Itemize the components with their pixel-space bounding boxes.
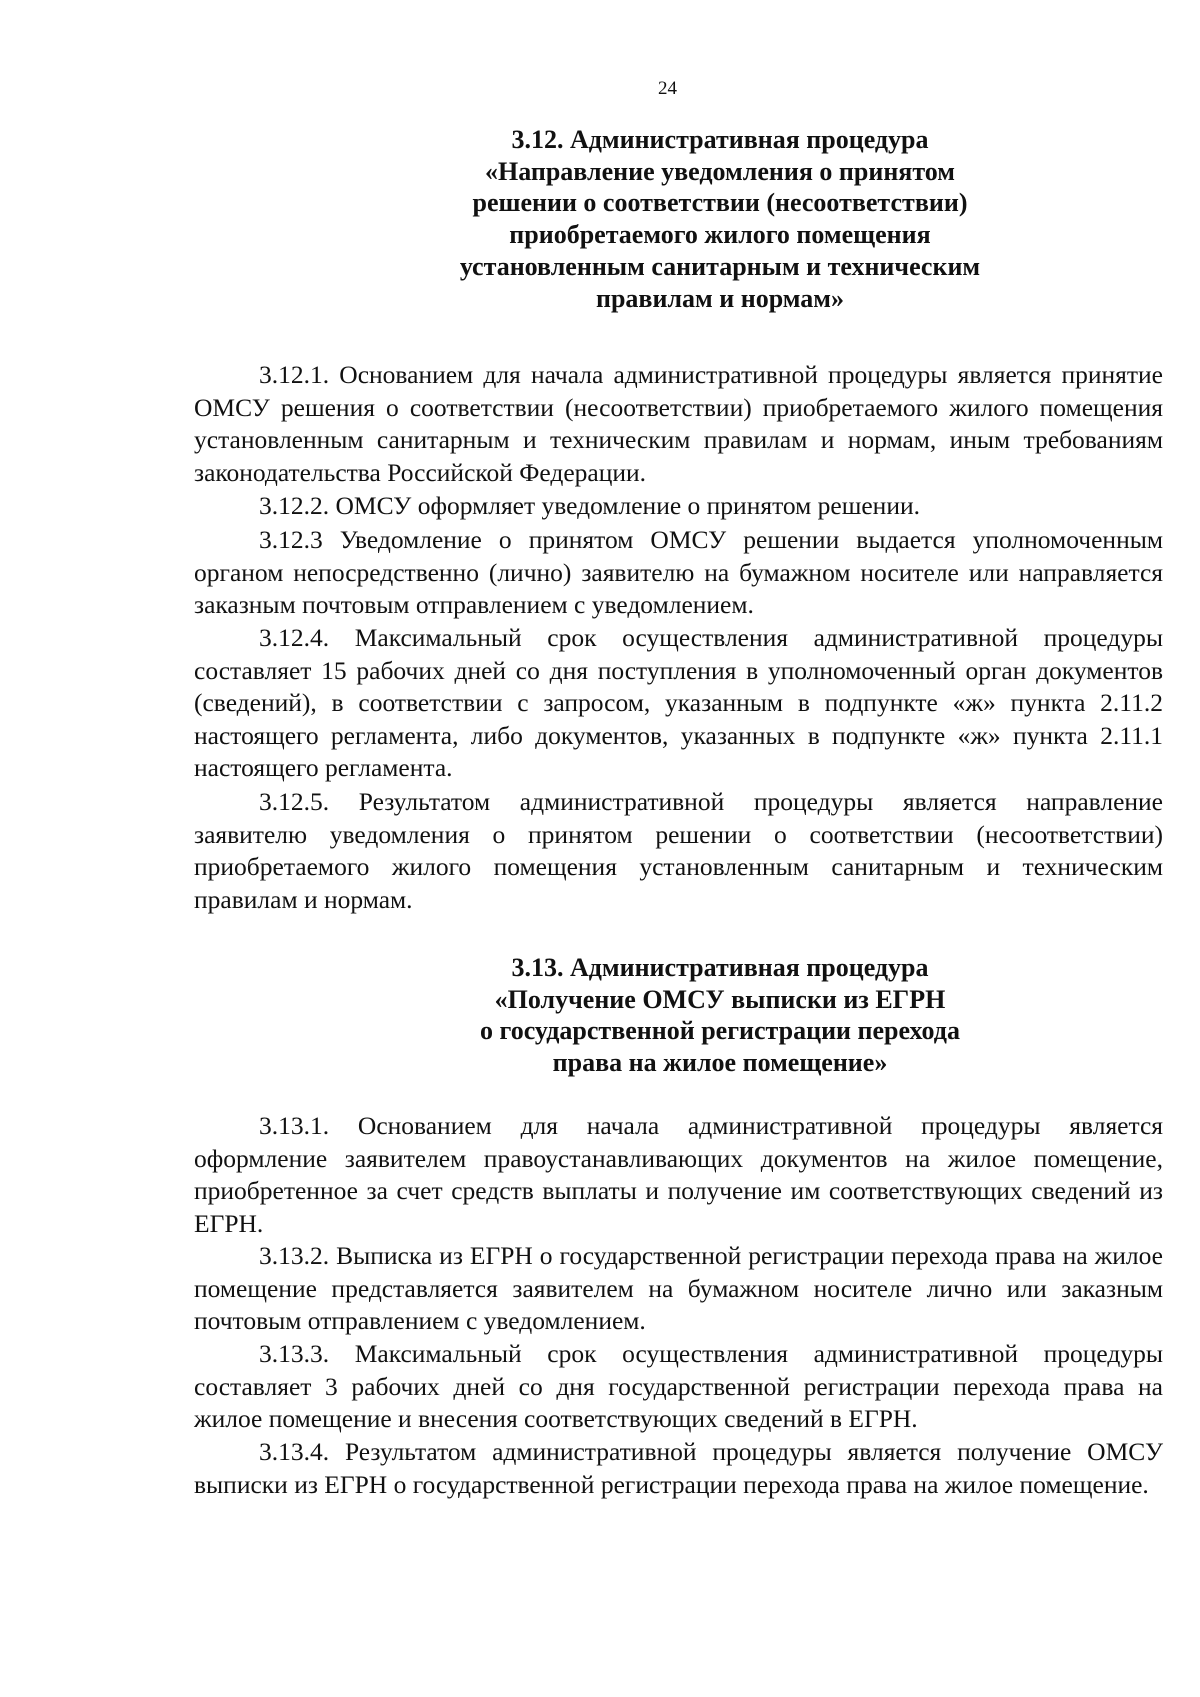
heading-line: установленным санитарным и техническим — [459, 251, 981, 281]
heading-line: 3.12. Административная процедура — [511, 125, 929, 154]
paragraph-3-13-4: 3.13.4. Результатом административной процедуры является получение ОМСУ выписки из ЕГРН о государственной регистрации перехода права на жилое помещение. — [194, 1437, 1163, 1499]
heading-line: решении о соответствии (несоответствии) — [472, 188, 968, 218]
paragraph-3-13-2: 3.13.2. Выписка из ЕГРН о государственной регистрации перехода права на жилое помещение представляется заявителем на бумажном носителе лично или заказным почтовым отправлением с уведомлением. — [194, 1241, 1163, 1335]
heading-line: 3.13. Административная процедура — [511, 953, 929, 982]
section-3-13-heading — [420, 952, 1020, 1079]
paragraph-3-12-2: 3.12.2. ОМСУ оформляет уведомление о принятом решении. — [259, 491, 920, 520]
heading-line: приобретаемого жилого помещения — [509, 220, 931, 250]
paragraph-3-12-5: 3.12.5. Результатом административной процедуры является направление заявителю уведомления о принятом решении о соответствии (несоответствии) приобретаемого жилого помещения установленным санитарным и техническим правилам и нормам. — [194, 787, 1163, 914]
heading-line: о государственной регистрации перехода — [480, 1016, 960, 1046]
page-number: 24 — [658, 78, 677, 99]
paragraph-3-12-4: 3.12.4. Максимальный срок осуществления административной процедуры составляет 15 рабочих дней со дня поступления в уполномоченный орган документов (сведений), в соответствии с запросом, указанным в подпункте «ж» пункта 2.11.2 настоящего регламента, либо документов, указанных в подпункте «ж» пункта 2.11.1 настоящего регламента. — [194, 623, 1163, 782]
heading-line: правилам и нормам» — [595, 283, 845, 313]
paragraph-3-12-1: 3.12.1. Основанием для начала административной процедуры является принятие ОМСУ решения о соответствии (несоответствии) приобретаемого жилого помещения установленным санитарным и техническим правилам и нормам, иным требованиям законодательства Российской Федерации. — [194, 360, 1163, 487]
heading-line: «Получение ОМСУ выписки из ЕГРН — [494, 984, 946, 1014]
paragraph-3-12-3: 3.12.3 Уведомление о принятом ОМСУ решении выдается уполномоченным органом непосредственно (лично) заявителю на бумажном носителе или направляется заказным почтовым отправлением с уведомлением. — [194, 525, 1163, 619]
paragraph-3-13-1: 3.13.1. Основанием для начала административной процедуры является оформление заявителем правоустанавливающих документов на жилое помещение, приобретенное за счет средств выплаты и получение им соответствующих сведений из ЕГРН. — [194, 1111, 1163, 1238]
heading-line: «Направление уведомления о принятом — [484, 156, 956, 186]
paragraph-3-13-3: 3.13.3. Максимальный срок осуществления административной процедуры составляет 3 рабочих дней со дня государственной регистрации перехода права на жилое помещение и внесения соответствующих сведений в ЕГРН. — [194, 1339, 1163, 1433]
heading-line: права на жилое помещение» — [552, 1048, 888, 1078]
section-3-12-heading — [420, 124, 1020, 314]
